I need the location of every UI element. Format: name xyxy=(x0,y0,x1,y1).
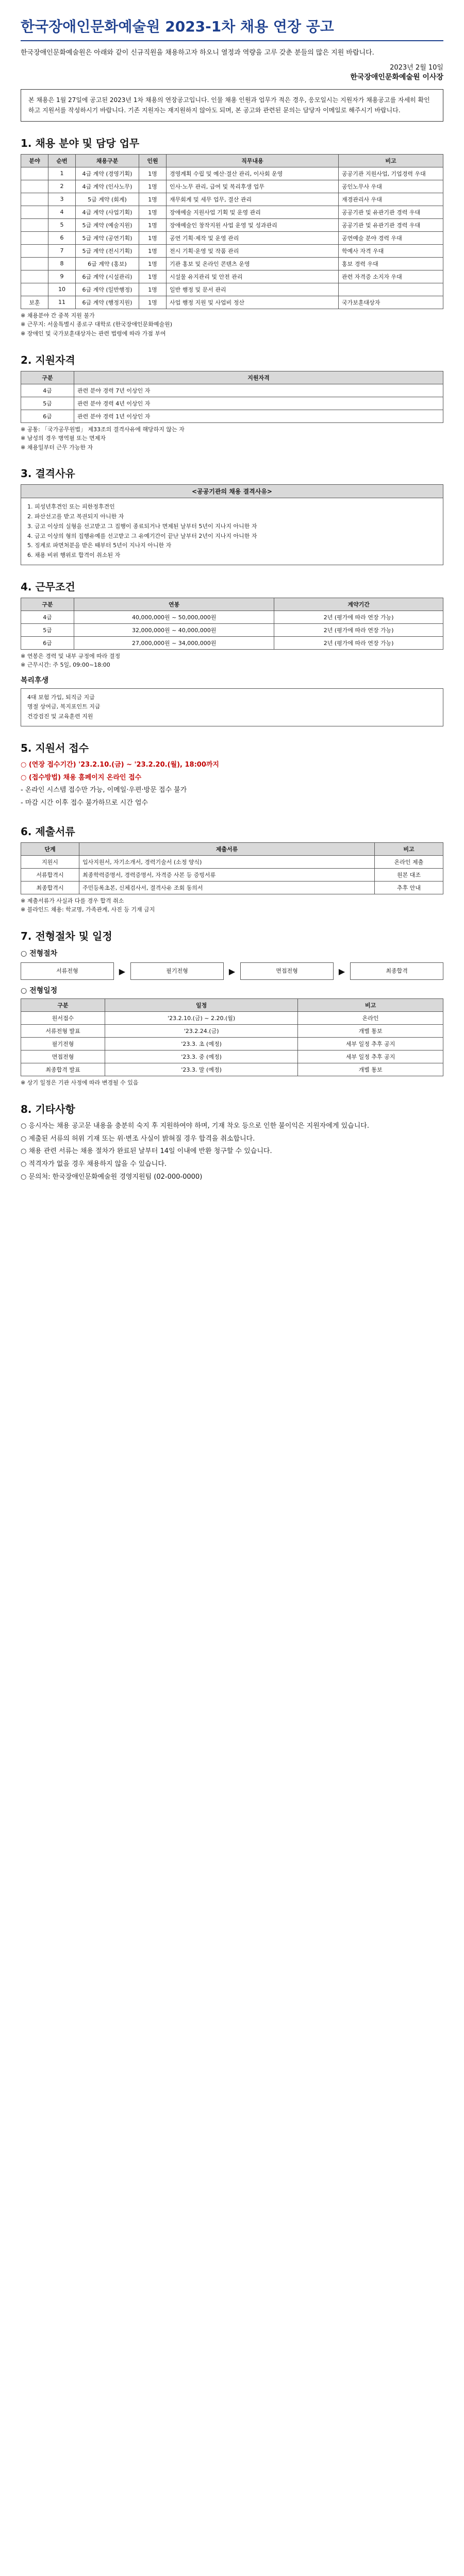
table-cell: 4급 계약 (경영기획) xyxy=(76,167,139,180)
section-6-title: 6. 제출서류 xyxy=(21,825,75,838)
application-period: ○ (연장 접수기간) '23.2.10.(금) ~ '23.2.20.(월), 18:00까지 xyxy=(21,760,219,769)
list-item: 3. 금고 이상의 실형을 선고받고 그 집행이 종료되거나 면제된 날부터 5년이 지나지 아니한 자 xyxy=(27,522,257,530)
table-cell: 온라인 제출 xyxy=(375,855,443,868)
intro-text: 한국장애인문화예술원은 아래와 같이 신규직원을 채용하고자 하오니 열정과 역량을 고루 갖춘 분들의 많은 지원 바랍니다. xyxy=(21,49,374,57)
disqualification-box xyxy=(21,498,443,565)
table-cell: 5급 계약 (전시기획) xyxy=(76,244,139,257)
table-cell: 개별 통보 xyxy=(298,1063,443,1076)
table-cell: 사업 행정 지원 및 사업비 정산 xyxy=(167,296,339,309)
arrow-right-icon: ▶ xyxy=(338,966,345,976)
list-item: ○ 문의처: 한국장애인문화예술원 경영지원팀 (02-000-0000) xyxy=(21,1173,203,1181)
section-2-title: 2. 지원자격 xyxy=(21,353,75,366)
table-cell: 6급 계약 (홍보) xyxy=(76,257,139,270)
section-8-title: 8. 기타사항 xyxy=(21,1103,75,1115)
section-2-notes xyxy=(21,425,443,452)
application-info xyxy=(21,759,443,810)
note-line: ※ 근무시간: 주 5일, 09:00~18:00 xyxy=(21,662,110,669)
table-cell: 기관 홍보 및 온라인 콘텐츠 운영 xyxy=(167,257,339,270)
table-row xyxy=(21,193,443,206)
table-cell xyxy=(21,257,48,270)
table-cell: 최종합격 발표 xyxy=(21,1063,105,1076)
table-cell: 지원시 xyxy=(21,855,79,868)
table-row xyxy=(21,180,443,193)
table-cell: 학예사 자격 우대 xyxy=(339,244,443,257)
table-header: 일정 xyxy=(105,999,298,1012)
table-cell: 1명 xyxy=(139,296,167,309)
misc-info xyxy=(21,1120,443,1183)
notice-date: 2023년 2월 10일 xyxy=(390,64,443,72)
table-header: 비고 xyxy=(339,154,443,167)
qualification-table xyxy=(21,371,443,423)
table-header: 제출서류 xyxy=(79,842,375,855)
process-step: 최종합격 xyxy=(350,962,443,980)
process-step: 서류전형 xyxy=(21,962,114,980)
table-cell: 6 xyxy=(48,231,76,244)
note-line: ※ 근무지: 서울특별시 종로구 대학로 (한국장애인문화예술원) xyxy=(21,321,173,328)
list-item: 4. 금고 이상의 형의 집행유예를 선고받고 그 유예기간이 끝난 날부터 2년이 지나지 아니한 자 xyxy=(27,532,257,539)
table-cell: 공연예술 분야 경력 우대 xyxy=(339,231,443,244)
table-cell: 5급 xyxy=(21,397,74,410)
table-header: 인원 xyxy=(139,154,167,167)
note-line: ※ 공통: 「국가공무원법」 제33조의 결격사유에 해당하지 않는 자 xyxy=(21,426,185,433)
list-item: ○ 응시자는 채용 공고문 내용을 충분히 숙지 후 지원하여야 하며, 기재 착오 등으로 인한 불이익은 지원자에게 있습니다. xyxy=(21,1122,369,1130)
table-cell: 전시 기획·운영 및 작품 관리 xyxy=(167,244,339,257)
table-cell: 경영계획 수립 및 예산·결산 관리, 이사회 운영 xyxy=(167,167,339,180)
list-item: 1. 피성년후견인 또는 피한정후견인 xyxy=(27,503,115,511)
table-cell xyxy=(21,283,48,296)
table-cell: 8 xyxy=(48,257,76,270)
table-cell: '23.3. 중 (예정) xyxy=(105,1050,298,1063)
table-row xyxy=(21,410,443,422)
section-1-notes xyxy=(21,311,443,338)
table-cell: 서류전형 발표 xyxy=(21,1025,105,1038)
table-cell: 4급 xyxy=(21,384,74,397)
table-cell: 1명 xyxy=(139,193,167,206)
list-item: ○ 제출된 서류의 허위 기재 또는 위·변조 사실이 밝혀질 경우 합격을 취소합니다. xyxy=(21,1134,255,1143)
table-header: 채용구분 xyxy=(76,154,139,167)
table-cell: 재무회계 및 세무 업무, 결산 관리 xyxy=(167,193,339,206)
table-header: 지원자격 xyxy=(74,371,443,384)
table-cell: 5급 계약 (공연기획) xyxy=(76,231,139,244)
table-cell: 1명 xyxy=(139,167,167,180)
table-cell: 40,000,000원 ~ 50,000,000원 xyxy=(74,611,274,623)
table-cell: 5급 계약 (회계) xyxy=(76,193,139,206)
section-7-title: 7. 전형절차 및 일정 xyxy=(21,929,112,942)
table-cell: 32,000,000원 ~ 40,000,000원 xyxy=(74,623,274,636)
table-cell: 6급 계약 (행정지원) xyxy=(76,296,139,309)
section-6-notes xyxy=(21,896,443,914)
table-row xyxy=(21,167,443,180)
table-row xyxy=(21,1012,443,1025)
section-4-title: 4. 근무조건 xyxy=(21,580,75,593)
table-cell: 장애예술인 창작지원 사업 운영 및 성과관리 xyxy=(167,218,339,231)
list-item: ○ 채용 관련 서류는 채용 절차가 완료된 날부터 14일 이내에 반환 청구할 수 있습니다. xyxy=(21,1147,272,1156)
table-cell: 1명 xyxy=(139,257,167,270)
table-cell: 서류합격시 xyxy=(21,868,79,881)
table-cell xyxy=(21,206,48,218)
table-row xyxy=(21,1050,443,1063)
table-row xyxy=(21,257,443,270)
table-cell: 9 xyxy=(48,270,76,283)
welfare-title: 복리후생 xyxy=(21,676,49,685)
table-header: 계약기간 xyxy=(274,598,443,611)
note-line: ※ 연봉은 경력 및 내부 규정에 따라 결정 xyxy=(21,652,121,659)
table-cell xyxy=(339,283,443,296)
table-row xyxy=(21,218,443,231)
table-cell: 1명 xyxy=(139,270,167,283)
table-cell xyxy=(21,218,48,231)
documents-table xyxy=(21,842,443,894)
disqualification-box-header: <공공기관의 채용 결격사유> xyxy=(21,484,443,498)
arrow-right-icon: ▶ xyxy=(119,966,126,976)
table-cell: 1 xyxy=(48,167,76,180)
table-row xyxy=(21,283,443,296)
table-cell: 면접전형 xyxy=(21,1050,105,1063)
table-cell: 온라인 xyxy=(298,1012,443,1025)
table-cell: 6급 계약 (일반행정) xyxy=(76,283,139,296)
table-cell: 관련 자격증 소지자 우대 xyxy=(339,270,443,283)
table-cell: 11 xyxy=(48,296,76,309)
table-row xyxy=(21,206,443,218)
table-row xyxy=(21,623,443,636)
list-item: 2. 파산선고를 받고 복권되지 아니한 자 xyxy=(27,513,124,520)
table-cell xyxy=(21,193,48,206)
table-cell: 입사지원서, 자기소개서, 경력기술서 (소정 양식) xyxy=(79,855,375,868)
table-row xyxy=(21,1025,443,1038)
table-row xyxy=(21,270,443,283)
process-step: 면접전형 xyxy=(240,962,334,980)
list-item: 명절 상여금, 복지포인트 지급 xyxy=(27,703,101,710)
list-item: 4대 보험 가입, 퇴직금 지급 xyxy=(27,693,95,701)
table-header: 순번 xyxy=(48,154,76,167)
table-cell: 1명 xyxy=(139,231,167,244)
table-cell: 4 xyxy=(48,206,76,218)
table-header: 구분 xyxy=(21,598,74,611)
table-cell: 세부 일정 추후 공지 xyxy=(298,1038,443,1050)
table-cell: '23.3. 말 (예정) xyxy=(105,1063,298,1076)
working-condition-table xyxy=(21,598,443,650)
list-item: 건강검진 및 교육훈련 지원 xyxy=(27,713,93,720)
table-cell: 공공기관 지원사업, 기업경력 우대 xyxy=(339,167,443,180)
table-cell: 세부 일정 추후 공지 xyxy=(298,1050,443,1063)
welfare-box xyxy=(21,688,443,726)
list-item: 6. 채용 비위 행위로 합격이 취소된 자 xyxy=(27,551,121,558)
table-cell: 공공기관 및 유관기관 경력 우대 xyxy=(339,218,443,231)
table-row xyxy=(21,855,443,868)
table-row xyxy=(21,296,443,309)
document-page xyxy=(0,0,464,1204)
note-line: ※ 블라인드 채용: 학교명, 가족관계, 사진 등 기재 금지 xyxy=(21,906,155,913)
table-header: 연봉 xyxy=(74,598,274,611)
note-line: ※ 제출서류가 사실과 다를 경우 합격 취소 xyxy=(21,897,124,904)
table-cell: 재경관리사 우대 xyxy=(339,193,443,206)
table-header: 단계 xyxy=(21,842,79,855)
table-cell: 4급 계약 (인사노무) xyxy=(76,180,139,193)
table-cell: 2년 (평가에 따라 연장 가능) xyxy=(274,611,443,623)
section-1-title: 1. 채용 분야 및 담당 업무 xyxy=(21,137,140,149)
application-note: - 온라인 시스템 접수만 가능, 이메일·우편·방문 접수 불가 xyxy=(21,786,187,794)
table-row xyxy=(21,868,443,881)
table-row xyxy=(21,244,443,257)
schedule-subtitle: ○ 전형일정 xyxy=(21,987,58,995)
note-line: ※ 상기 일정은 기관 사정에 따라 변경될 수 있음 xyxy=(21,1079,139,1087)
table-cell: 10 xyxy=(48,283,76,296)
section-7-notes xyxy=(21,1078,443,1088)
table-row xyxy=(21,384,443,397)
notice-box: 본 채용은 1월 27일에 공고된 2023년 1차 채용의 연장공고입니다. 인물 채용 인원과 업무가 적은 경우, 응모일시는 지원자가 채용공고를 자세히 확인하고 지원서를 작성하시기 바랍니다. 기존 지원자는 재지원하지 않아도 되며, 본 공고와 관련된 문의는 담당자 이메일로 해주시기 바랍니다. xyxy=(21,89,443,122)
table-cell: 1명 xyxy=(139,218,167,231)
note-line: ※ 채용분야 간 중복 지원 불가 xyxy=(21,312,95,319)
table-cell: '23.2.10.(금) ~ 2.20.(월) xyxy=(105,1012,298,1025)
table-cell xyxy=(21,231,48,244)
table-header: 비고 xyxy=(375,842,443,855)
table-cell xyxy=(21,167,48,180)
process-flow xyxy=(21,962,443,980)
page-title: 한국장애인문화예술원 2023-1차 채용 연장 공고 xyxy=(21,15,443,41)
table-cell: 6급 xyxy=(21,410,74,422)
job-field-table xyxy=(21,154,443,309)
table-cell: 27,000,000원 ~ 34,000,000원 xyxy=(74,636,274,649)
schedule-table xyxy=(21,998,443,1076)
table-cell: 국가보훈대상자 xyxy=(339,296,443,309)
table-cell: 장애예술 지원사업 기획 및 운영 관리 xyxy=(167,206,339,218)
application-method: ○ (접수방법) 채용 홈페이지 온라인 접수 xyxy=(21,773,142,782)
table-cell: 1명 xyxy=(139,206,167,218)
table-cell: 2년 (평가에 따라 연장 가능) xyxy=(274,623,443,636)
table-cell: 7 xyxy=(48,244,76,257)
table-row xyxy=(21,1038,443,1050)
table-cell: 최종합격시 xyxy=(21,881,79,894)
table-cell: 4급 xyxy=(21,611,74,623)
note-line: ※ 남성의 경우 병역필 또는 면제자 xyxy=(21,435,106,442)
process-subtitle: ○ 전형절차 xyxy=(21,949,58,958)
table-row xyxy=(21,881,443,894)
table-row xyxy=(21,1063,443,1076)
table-cell: 3 xyxy=(48,193,76,206)
table-cell: 인사·노무 관리, 급여 및 복리후생 업무 xyxy=(167,180,339,193)
section-5-title: 5. 지원서 접수 xyxy=(21,741,89,754)
table-cell: 4급 계약 (사업기획) xyxy=(76,206,139,218)
table-cell: 2 xyxy=(48,180,76,193)
table-cell: '23.2.24.(금) xyxy=(105,1025,298,1038)
table-header: 분야 xyxy=(21,154,48,167)
table-cell: 관련 분야 경력 4년 이상인 자 xyxy=(74,397,443,410)
table-cell: 원서접수 xyxy=(21,1012,105,1025)
table-cell: 관련 분야 경력 7년 이상인 자 xyxy=(74,384,443,397)
table-cell: 2년 (평가에 따라 연장 가능) xyxy=(274,636,443,649)
table-cell xyxy=(21,244,48,257)
table-cell: 관련 분야 경력 1년 이상인 자 xyxy=(74,410,443,422)
table-cell: 1명 xyxy=(139,180,167,193)
table-cell: 원본 대조 xyxy=(375,868,443,881)
process-step: 필기전형 xyxy=(130,962,224,980)
note-line: ※ 채용일부터 근무 가능한 자 xyxy=(21,444,93,451)
table-cell: 5 xyxy=(48,218,76,231)
section-3-title: 3. 결격사유 xyxy=(21,467,75,480)
table-cell: 5급 xyxy=(21,623,74,636)
table-header: 직무내용 xyxy=(167,154,339,167)
table-cell: 홍보 경력 우대 xyxy=(339,257,443,270)
section-4-notes xyxy=(21,652,443,670)
list-item: 5. 징계로 파면처분을 받은 때부터 5년이 지나지 아니한 자 xyxy=(27,542,172,549)
application-note: - 마감 시간 이후 접수 불가하므로 시간 엄수 xyxy=(21,799,148,807)
table-row xyxy=(21,611,443,623)
arrow-right-icon: ▶ xyxy=(228,966,236,976)
table-cell: 공연 기획·제작 및 운영 관리 xyxy=(167,231,339,244)
table-cell xyxy=(21,180,48,193)
table-cell: 추후 안내 xyxy=(375,881,443,894)
note-line: ※ 장애인 및 국가보훈대상자는 관련 법령에 따라 가점 부여 xyxy=(21,330,166,337)
table-cell: 공인노무사 우대 xyxy=(339,180,443,193)
table-header: 비고 xyxy=(298,999,443,1012)
table-row xyxy=(21,636,443,649)
table-row xyxy=(21,231,443,244)
table-cell: '23.3. 초 (예정) xyxy=(105,1038,298,1050)
table-cell: 개별 통보 xyxy=(298,1025,443,1038)
table-cell: 필기전형 xyxy=(21,1038,105,1050)
organization-name: 한국장애인문화예술원 이사장 xyxy=(350,73,443,82)
table-header: 구분 xyxy=(21,999,105,1012)
table-cell: 6급 xyxy=(21,636,74,649)
table-cell xyxy=(21,270,48,283)
table-cell: 최종학력증명서, 경력증명서, 자격증 사본 등 증빙서류 xyxy=(79,868,375,881)
table-cell: 주민등록초본, 신체검사서, 결격사유 조회 동의서 xyxy=(79,881,375,894)
list-item: ○ 적격자가 없을 경우 채용하지 않을 수 있습니다. xyxy=(21,1160,167,1168)
table-cell: 시설물 유지관리 및 안전 관리 xyxy=(167,270,339,283)
table-cell: 일반 행정 및 문서 관리 xyxy=(167,283,339,296)
table-cell: 1명 xyxy=(139,244,167,257)
table-cell: 5급 계약 (예술지원) xyxy=(76,218,139,231)
table-cell: 6급 계약 (시설관리) xyxy=(76,270,139,283)
table-cell: 공공기관 및 유관기관 경력 우대 xyxy=(339,206,443,218)
table-header: 구분 xyxy=(21,371,74,384)
table-cell: 1명 xyxy=(139,283,167,296)
table-row xyxy=(21,397,443,410)
table-cell: 보훈 xyxy=(21,296,48,309)
